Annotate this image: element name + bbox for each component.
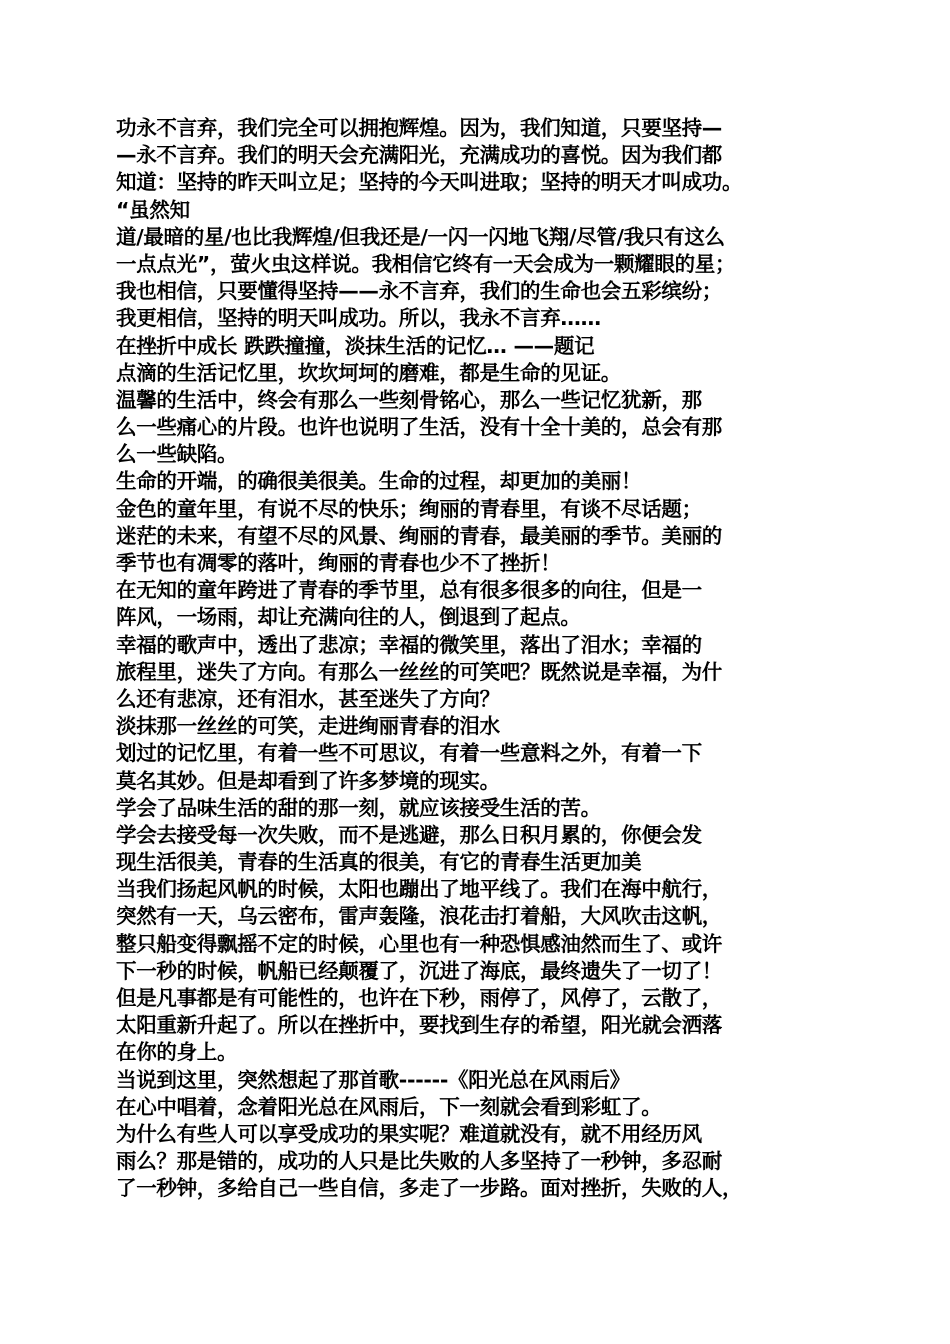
text-line: 当说到这里，突然想起了那首歌------《阳光总在风雨后》 (116, 1067, 630, 1092)
text-line: 功永不言弃，我们完全可以拥抱辉煌。因为，我们知道，只要坚持— (116, 116, 722, 140)
text-line: 知道：坚持的昨天叫立足；坚持的今天叫进取；坚持的明天才叫成功。 (116, 170, 743, 195)
text-line: 么一些缺陷。 (116, 442, 238, 467)
text-line: 么一些痛心的片段。也许也说明了生活，没有十全十美的，总会有那 (116, 415, 722, 440)
text-line: 我也相信，只要懂得坚持——永不言弃，我们的生命也会五彩缤纷； (116, 279, 722, 304)
text-line: 雨么？那是错的，成功的人只是比失败的人多坚持了一秒钟，多忍耐 (116, 1149, 722, 1174)
text-line: 在无知的童年跨进了青春的季节里，总有很多很多的向往，但是一 (116, 578, 702, 603)
text-line: —永不言弃。我们的明天会充满阳光，充满成功的喜悦。因为我们都 (116, 143, 722, 168)
text-line: 在心中唱着，念着阳光总在风雨后，下一刻就会看到彩虹了。 (116, 1094, 662, 1119)
text-line: 道/最暗的星/也比我辉煌/但我还是/一闪一闪地飞翔/尽管/我只有这么 (116, 224, 725, 249)
text-line: 季节也有凋零的落叶，绚丽的青春也少不了挫折！ (116, 551, 561, 575)
text-line: 太阳重新升起了。所以在挫折中，要找到生存的希望，阳光就会洒落 (116, 1013, 722, 1038)
text-line: 学会了品味生活的甜的那一刻，就应该接受生活的苦。 (116, 795, 601, 820)
text-line: 整只船变得飘摇不定的时候，心里也有一种恐惧感油然而生了、或许 (116, 931, 722, 956)
text-line: 阵风，一场雨，却让充满向往的人，倒退到了起点。 (116, 605, 581, 630)
text-line: 莫名其妙。但是却看到了许多梦境的现实。 (116, 768, 500, 793)
text-line: 么还有悲凉，还有泪水，甚至迷失了方向？ (116, 686, 500, 711)
document-body (116, 115, 838, 1203)
text-line: 但是凡事都是有可能性的，也许在下秒，雨停了，风停了，云散了， (116, 986, 722, 1010)
text-line: 一点点光”，萤火虫这样说。我相信它终有一天会成为一颗耀眼的星； (116, 251, 736, 276)
text-line: 现生活很美，青春的生活真的很美，有它的青春生活更加美 (116, 850, 642, 875)
text-line: 生命的开端，的确很美很美。生命的过程，却更加的美丽！ (116, 469, 642, 494)
text-line: 点滴的生活记忆里，坎坎坷坷的磨难，都是生命的见证。 (116, 360, 621, 385)
text-line: 为什么有些人可以享受成功的果实呢？难道就没有，就不用经历风 (116, 1121, 702, 1146)
text-line: 了一秒钟，多给自己一些自信，多走了一步路。面对挫折，失败的人， (116, 1176, 743, 1201)
text-line: 突然有一天，乌云密布，雷声轰隆，浪花击打着船，大风吹击这帆， (116, 904, 722, 929)
text-line: 我更相信，坚持的明天叫成功。所以，我永不言弃…… (116, 306, 601, 331)
text-line: “虽然知 (116, 197, 190, 222)
text-line: 金色的童年里，有说不尽的快乐；绚丽的青春里，有谈不尽话题； (116, 496, 702, 521)
text-line: 旅程里，迷失了方向。有那么一丝丝的可笑吧？既然说是幸福，为什 (116, 659, 722, 684)
text-line: 划过的记忆里，有着一些不可思议，有着一些意料之外，有着一下 (116, 741, 702, 766)
text-line: 当我们扬起风帆的时候，太阳也蹦出了地平线了。我们在海中航行， (116, 877, 722, 902)
text-line: 温馨的生活中，终会有那么一些刻骨铭心，那么一些记忆犹新，那 (116, 387, 702, 412)
text-line: 幸福的歌声中，透出了悲凉；幸福的微笑里，落出了泪水；幸福的 (116, 632, 702, 657)
text-line: 在你的身上。 (116, 1040, 238, 1065)
text-line: 下一秒的时候，帆船已经颠覆了，沉进了海底，最终遗失了一切了！ (116, 958, 722, 983)
text-line: 学会去接受每一次失败，而不是逃避，那么日积月累的，你便会发 (116, 822, 702, 847)
text-line: 淡抹那一丝丝的可笑，走进绚丽青春的泪水 (116, 714, 500, 739)
text-line: 在挫折中成长 跌跌撞撞，淡抹生活的记忆… ——题记 (116, 333, 595, 358)
text-line: 迷茫的未来，有望不尽的风景、绚丽的青春，最美丽的季节。美丽的 (116, 523, 722, 548)
